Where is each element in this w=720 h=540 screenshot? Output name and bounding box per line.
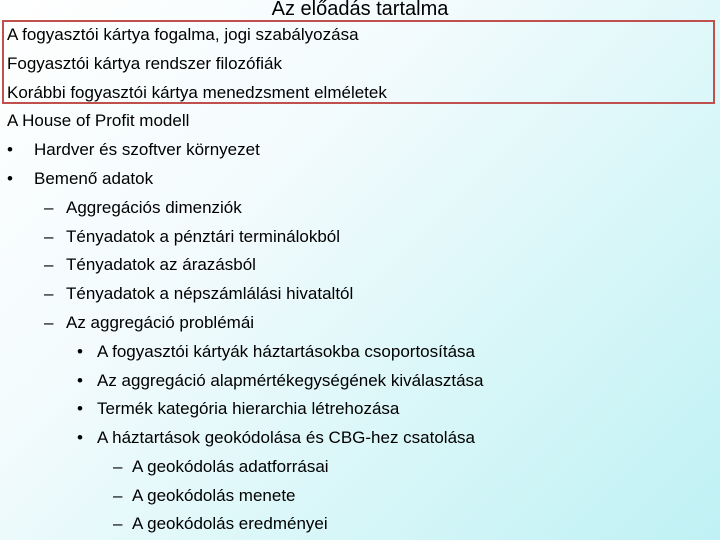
outline-item-10-text: Tényadatok a népszámlálási hivataltól [66,284,354,303]
outline-item-4 [7,110,189,132]
outline-item-15-text: A háztartások geokódolása és CBG-hez csatolása [97,428,475,447]
bullet-marker: • [77,428,83,447]
outline-item-5 [0,139,720,161]
outline-item-7-text: Aggregációs dimenziók [66,198,242,217]
outline-item-7 [0,197,720,219]
dash-marker: – [44,255,54,274]
outline-item-9 [0,254,720,276]
dash-marker: – [44,227,54,246]
outline-item-16 [0,456,720,478]
outline-item-14-text: Termék kategória hierarchia létrehozása [97,399,400,418]
outline-item-18-text: A geokódolás eredményei [132,514,328,533]
outline-item-1-text: A fogyasztói kártya fogalma, jogi szabályozása [7,25,359,44]
dash-marker: – [44,198,54,217]
dash-marker: – [44,284,54,303]
outline-item-2 [7,53,282,75]
outline-item-13 [0,370,720,392]
bullet-marker: • [7,169,13,188]
outline-item-3-text: Korábbi fogyasztói kártya menedzsment elméletek [7,83,387,102]
outline-item-11 [0,312,720,334]
outline-item-6 [0,168,720,190]
dash-marker: – [113,486,123,505]
outline-item-4-text: A House of Profit modell [7,111,190,130]
outline-item-8-text: Tényadatok a pénztári terminálokból [66,227,341,246]
outline-item-9-text: Tényadatok az árazásból [66,255,256,274]
outline-item-13-text: Az aggregáció alapmértékegységének kiválasztása [97,371,484,390]
outline-item-17 [0,485,720,507]
outline-item-6-text: Bemenő adatok [34,169,154,188]
outline-item-10 [0,283,720,305]
outline-item-2-text: Fogyasztói kártya rendszer filozófiák [7,54,282,73]
outline-item-3 [7,82,387,104]
outline-item-17-text: A geokódolás menete [132,486,296,505]
outline-item-18 [0,513,720,535]
outline-item-5-text: Hardver és szoftver környezet [34,140,260,159]
outline-item-11-text: Az aggregáció problémái [66,313,255,332]
bullet-marker: • [77,342,83,361]
outline-item-8 [0,226,720,248]
outline-item-12 [0,341,720,363]
outline-item-12-text: A fogyasztói kártyák háztartásokba csoportosítása [97,342,475,361]
bullet-marker: • [77,399,83,418]
slide-title: Az előadás tartalma [271,0,449,20]
outline-item-16-text: A geokódolás adatforrásai [132,457,329,476]
bullet-marker: • [7,140,13,159]
outline-item-15 [0,427,720,449]
outline-item-14 [0,398,720,420]
dash-marker: – [113,457,123,476]
dash-marker: – [113,514,123,533]
bullet-marker: • [77,371,83,390]
dash-marker: – [44,313,54,332]
outline-item-1 [7,24,359,46]
